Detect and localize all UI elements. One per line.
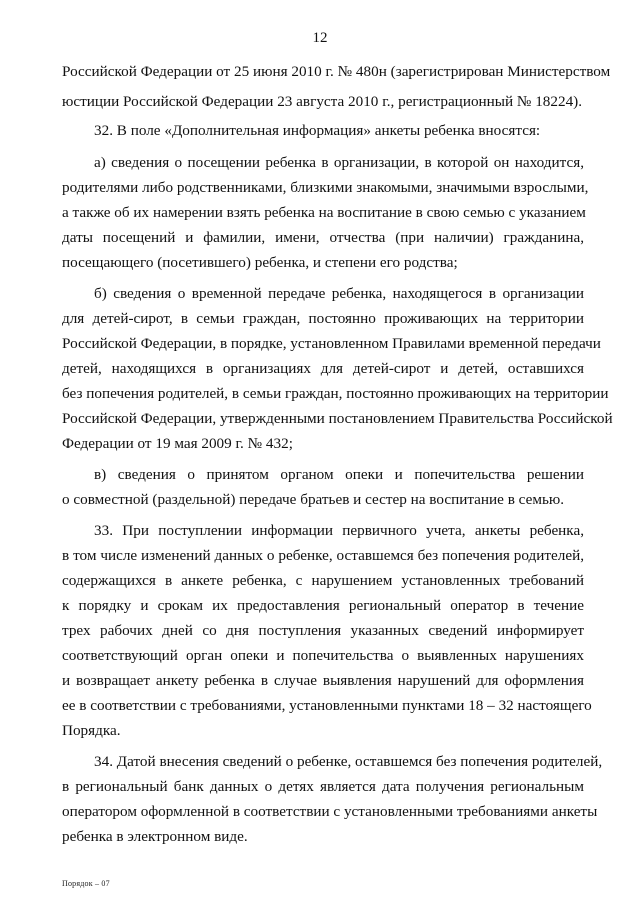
paragraph-32-heading: 32. В поле «Дополнительная информация» анкеты ребенка вносятся: [94, 122, 541, 139]
text-line: а) сведения о посещении ребенка в организации, в которой он находится, [94, 154, 584, 171]
text-line: к порядку и срокам их предоставления региональный оператор в течение [62, 597, 584, 614]
text-line: содержащихся в анкете ребенка, с нарушением установленных требований [62, 572, 584, 589]
text-line: посещающего (посетившего) ребенка, и степени его родства; [62, 254, 458, 271]
text-line: а также об их намерении взять ребенка на воспитание в свою семью с указанием [62, 204, 586, 221]
text-line: б) сведения о временной передаче ребенка, находящегося в организации [94, 285, 584, 302]
paragraph-34-start: 34. Датой внесения сведений о ребенке, оставшемся без попечения родителей, [94, 753, 603, 770]
text-line: ее в соответствии с требованиями, установленными пунктами 18 – 32 настоящего [62, 697, 592, 714]
text-line: оператором оформленной в соответствии с установленными требованиями анкеты [62, 803, 598, 820]
text-line: в региональный банк данных о детях является дата получения региональным [62, 778, 584, 795]
text-line: Российской Федерации, в порядке, установленном Правилами временной передачи [62, 335, 601, 352]
text-line: Российской Федерации, утвержденными постановлением Правительства Российской [62, 410, 613, 427]
text-line: Порядка. [62, 722, 121, 739]
text-line: в) сведения о принятом органом опеки и попечительства решении [94, 466, 584, 483]
text-line: в том числе изменений данных о ребенке, оставшемся без попечения родителей, [62, 547, 584, 564]
text-line: и возвращает анкету ребенка в случае выявления нарушений для оформления [62, 672, 584, 689]
text-line: юстиции Российской Федерации 23 августа 2010 г., регистрационный № 18224). [62, 93, 583, 110]
footer-label: Порядок – 07 [62, 879, 110, 888]
text-line: Федерации от 19 мая 2009 г. № 432; [62, 435, 293, 452]
text-line: соответствующий орган опеки и попечительства о выявленных нарушениях [62, 647, 584, 664]
text-line: детей, находящихся в организациях для детей-сирот и детей, оставшихся [62, 360, 584, 377]
text-line: Российской Федерации от 25 июня 2010 г. № 480н (зарегистрирован Министерством [62, 63, 611, 80]
page-number: 12 [312, 30, 328, 46]
paragraph-33-start: 33. При поступлении информации первичного учета, анкеты ребенка, [94, 522, 584, 539]
text-line: о совместной (раздельной) передаче братьев и сестер на воспитание в семью. [62, 491, 565, 508]
text-line: даты посещений и фамилии, имени, отчества (при наличии) гражданина, [62, 229, 584, 246]
text-line: ребенка в электронном виде. [62, 828, 248, 845]
text-line: родителями либо родственниками, близкими знакомыми, значимыми взрослыми, [62, 179, 589, 196]
text-line: без попечения родителей, в семьи граждан, постоянно проживающих на территории [62, 385, 609, 402]
text-line: для детей-сирот, в семьи граждан, постоянно проживающих на территории [62, 310, 584, 327]
text-line: трех рабочих дней со дня поступления указанных сведений информирует [62, 622, 584, 639]
